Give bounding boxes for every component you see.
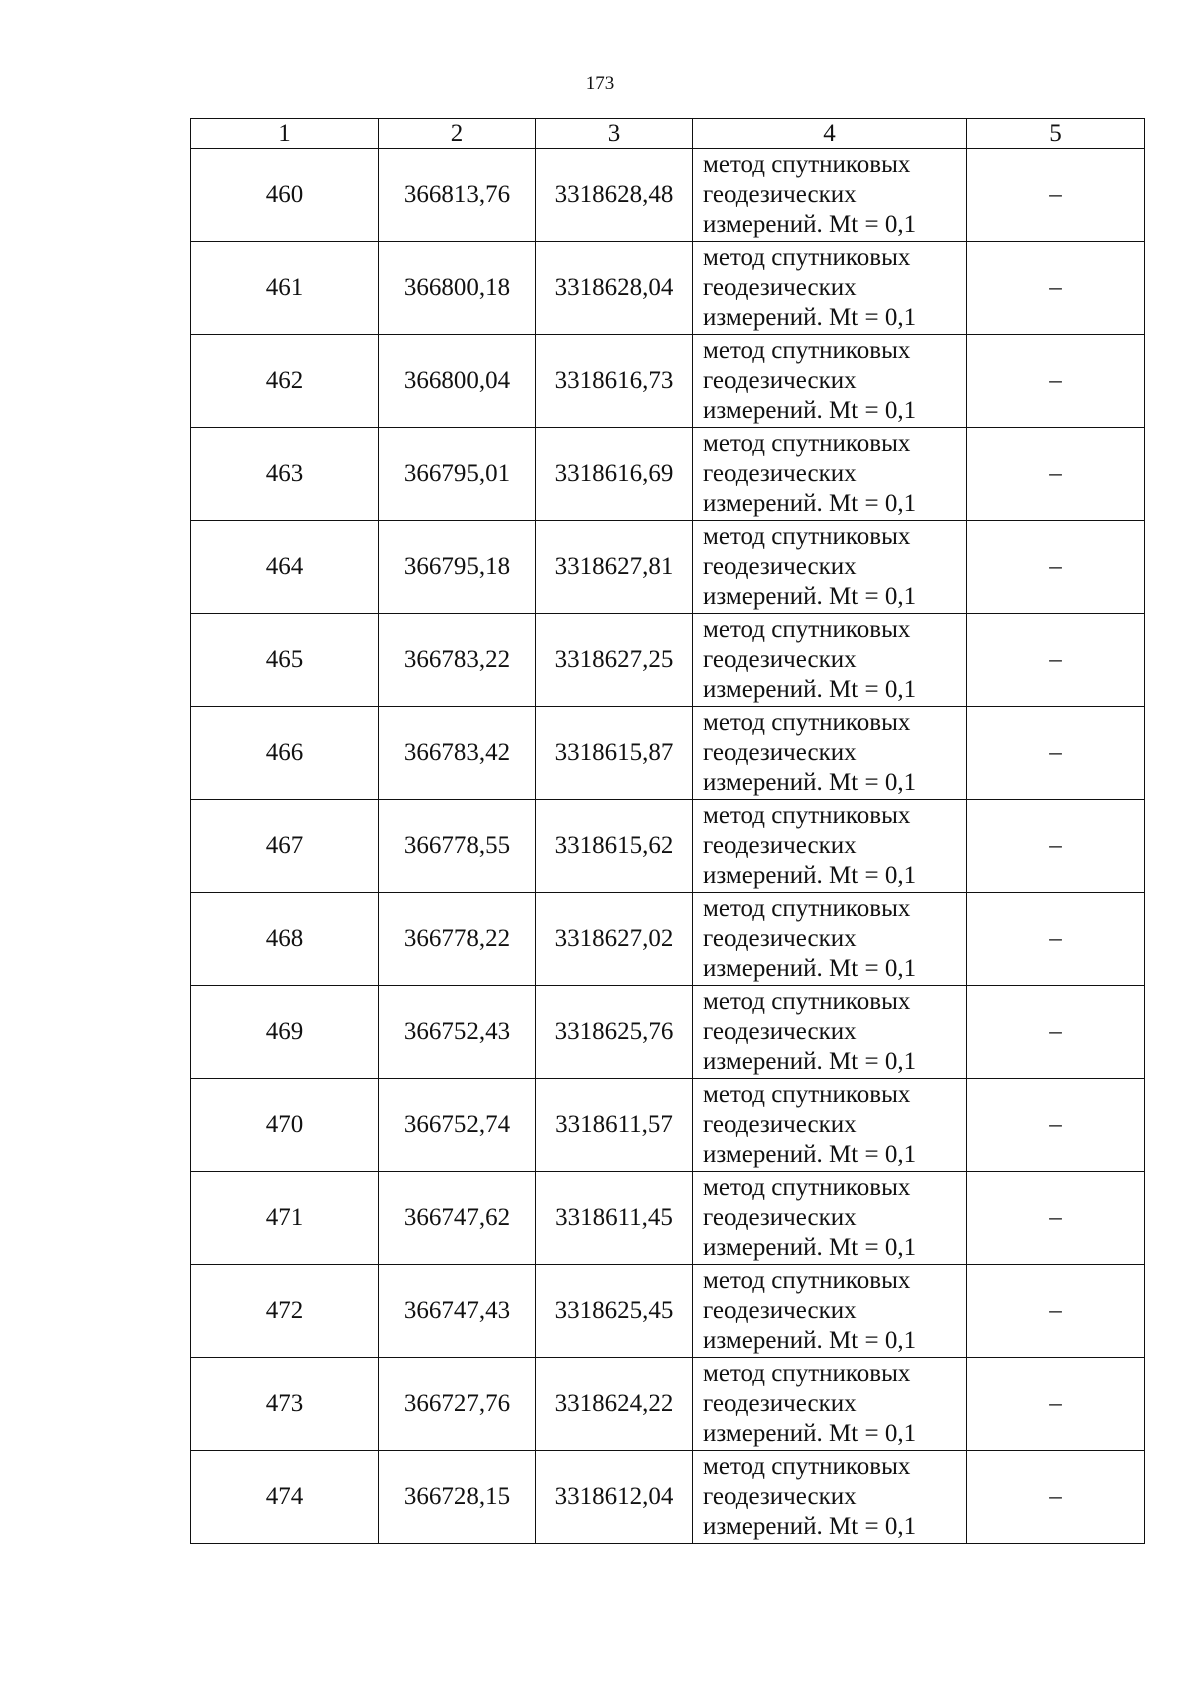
method-cell [693,707,967,800]
table-row [191,800,1145,893]
point-number-cell: 469 [191,986,379,1079]
method-text-line: геодезических [703,739,857,766]
y-coordinate-cell: 3318627,25 [536,614,693,707]
method-text-line: измерений. Mt = 0,1 [703,1327,917,1354]
method-text-line: измерений. Mt = 0,1 [703,490,917,517]
method-text-line: измерений. Mt = 0,1 [703,676,917,703]
note-cell: – [967,1172,1145,1265]
point-number-cell: 472 [191,1265,379,1358]
point-number-cell: 463 [191,428,379,521]
method-text-line: метод спутниковых [703,1267,911,1294]
method-text-line: метод спутниковых [703,1453,911,1480]
x-coordinate-cell: 366795,18 [379,521,536,614]
method-cell [693,521,967,614]
y-coordinate-cell: 3318625,45 [536,1265,693,1358]
table-row [191,335,1145,428]
method-text-line: метод спутниковых [703,244,911,271]
method-text-line: измерений. Mt = 0,1 [703,397,917,424]
method-text-line: измерений. Mt = 0,1 [703,304,917,331]
x-coordinate-cell: 366783,42 [379,707,536,800]
table-row [191,893,1145,986]
header-col-4: 4 [693,119,967,149]
method-cell [693,614,967,707]
method-text-line: геодезических [703,553,857,580]
method-text-line: геодезических [703,460,857,487]
point-number-cell: 464 [191,521,379,614]
note-cell: – [967,1358,1145,1451]
method-text-line: метод спутниковых [703,1360,911,1387]
table-row [191,1079,1145,1172]
method-cell [693,893,967,986]
method-cell [693,428,967,521]
header-col-3: 3 [536,119,693,149]
method-cell [693,1358,967,1451]
y-coordinate-cell: 3318627,81 [536,521,693,614]
method-text-line: геодезических [703,1390,857,1417]
note-cell: – [967,428,1145,521]
point-number-cell: 466 [191,707,379,800]
method-cell [693,335,967,428]
method-cell [693,986,967,1079]
method-text-line: геодезических [703,1111,857,1138]
note-cell: – [967,986,1145,1079]
point-number-cell: 474 [191,1451,379,1544]
x-coordinate-cell: 366800,04 [379,335,536,428]
method-text-line: геодезических [703,181,857,208]
x-coordinate-cell: 366728,15 [379,1451,536,1544]
table-row [191,1172,1145,1265]
x-coordinate-cell: 366778,55 [379,800,536,893]
y-coordinate-cell: 3318615,62 [536,800,693,893]
method-text-line: измерений. Mt = 0,1 [703,769,917,796]
method-text-line: измерений. Mt = 0,1 [703,862,917,889]
header-col-5: 5 [967,119,1145,149]
method-text-line: метод спутниковых [703,151,911,178]
x-coordinate-cell: 366783,22 [379,614,536,707]
method-text-line: геодезических [703,832,857,859]
point-number-cell: 471 [191,1172,379,1265]
header-col-2: 2 [379,119,536,149]
method-text-line: метод спутниковых [703,337,911,364]
method-text-line: метод спутниковых [703,802,911,829]
y-coordinate-cell: 3318628,04 [536,242,693,335]
table-row [191,521,1145,614]
table-row [191,428,1145,521]
method-text-line: геодезических [703,1018,857,1045]
header-col-1: 1 [191,119,379,149]
x-coordinate-cell: 366727,76 [379,1358,536,1451]
note-cell: – [967,149,1145,242]
x-coordinate-cell: 366795,01 [379,428,536,521]
y-coordinate-cell: 3318616,69 [536,428,693,521]
y-coordinate-cell: 3318624,22 [536,1358,693,1451]
y-coordinate-cell: 3318615,87 [536,707,693,800]
y-coordinate-cell: 3318616,73 [536,335,693,428]
y-coordinate-cell: 3318627,02 [536,893,693,986]
point-number-cell: 460 [191,149,379,242]
point-number-cell: 465 [191,614,379,707]
y-coordinate-cell: 3318612,04 [536,1451,693,1544]
x-coordinate-cell: 366800,18 [379,242,536,335]
x-coordinate-cell: 366813,76 [379,149,536,242]
table-row [191,986,1145,1079]
method-text-line: метод спутниковых [703,709,911,736]
method-cell [693,1079,967,1172]
method-cell [693,149,967,242]
method-text-line: геодезических [703,274,857,301]
table-body [191,149,1145,1544]
y-coordinate-cell: 3318611,57 [536,1079,693,1172]
method-cell [693,1451,967,1544]
method-text-line: измерений. Mt = 0,1 [703,1420,917,1447]
point-number-cell: 468 [191,893,379,986]
x-coordinate-cell: 366778,22 [379,893,536,986]
method-text-line: метод спутниковых [703,1081,911,1108]
note-cell: – [967,1265,1145,1358]
method-text-line: метод спутниковых [703,988,911,1015]
table-header [191,119,1145,149]
note-cell: – [967,335,1145,428]
point-number-cell: 470 [191,1079,379,1172]
x-coordinate-cell: 366752,43 [379,986,536,1079]
page-number: 173 [585,73,615,94]
note-cell: – [967,521,1145,614]
x-coordinate-cell: 366752,74 [379,1079,536,1172]
method-text-line: измерений. Mt = 0,1 [703,1513,917,1540]
y-coordinate-cell: 3318628,48 [536,149,693,242]
method-text-line: геодезических [703,367,857,394]
method-text-line: измерений. Mt = 0,1 [703,583,917,610]
note-cell: – [967,893,1145,986]
header-row [191,119,1145,149]
method-cell [693,242,967,335]
note-cell: – [967,707,1145,800]
point-number-cell: 473 [191,1358,379,1451]
note-cell: – [967,1079,1145,1172]
method-text-line: измерений. Mt = 0,1 [703,1234,917,1261]
y-coordinate-cell: 3318625,76 [536,986,693,1079]
table-row [191,149,1145,242]
method-text-line: метод спутниковых [703,895,911,922]
method-text-line: измерений. Mt = 0,1 [703,1048,917,1075]
note-cell: – [967,242,1145,335]
table-row [191,242,1145,335]
method-text-line: метод спутниковых [703,523,911,550]
table-row [191,1451,1145,1544]
method-text-line: метод спутниковых [703,430,911,457]
table-row [191,1358,1145,1451]
y-coordinate-cell: 3318611,45 [536,1172,693,1265]
table-row [191,1265,1145,1358]
method-text-line: геодезических [703,1483,857,1510]
method-text-line: геодезических [703,646,857,673]
table-row [191,707,1145,800]
method-cell [693,800,967,893]
point-number-cell: 461 [191,242,379,335]
method-cell [693,1172,967,1265]
x-coordinate-cell: 366747,43 [379,1265,536,1358]
note-cell: – [967,800,1145,893]
coordinates-table [190,118,1145,1544]
method-text-line: измерений. Mt = 0,1 [703,1141,917,1168]
method-text-line: измерений. Mt = 0,1 [703,211,917,238]
method-text-line: измерений. Mt = 0,1 [703,955,917,982]
note-cell: – [967,1451,1145,1544]
x-coordinate-cell: 366747,62 [379,1172,536,1265]
point-number-cell: 467 [191,800,379,893]
method-text-line: геодезических [703,925,857,952]
table-row [191,614,1145,707]
point-number-cell: 462 [191,335,379,428]
method-text-line: геодезических [703,1204,857,1231]
method-text-line: метод спутниковых [703,616,911,643]
method-text-line: метод спутниковых [703,1174,911,1201]
note-cell: – [967,614,1145,707]
method-cell [693,1265,967,1358]
method-text-line: геодезических [703,1297,857,1324]
